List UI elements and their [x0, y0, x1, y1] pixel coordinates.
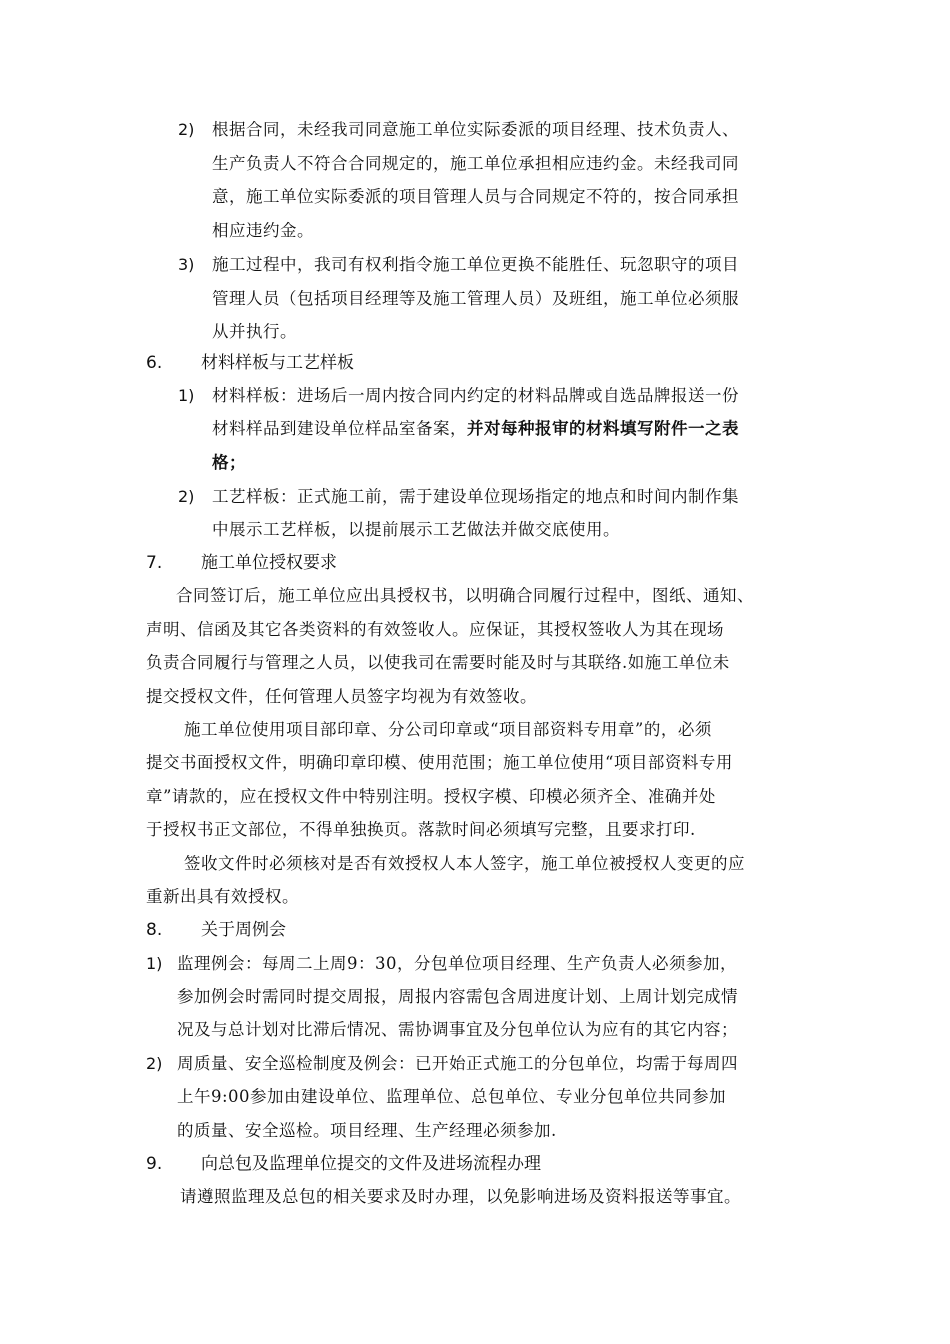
- section-7-title: 施工单位授权要求: [201, 553, 337, 573]
- section-6-title: 材料样板与工艺样板: [201, 353, 354, 373]
- section-6-item-2-marker: 2): [178, 487, 195, 506]
- section-8-item-1-line-1: 监理例会：每周二上周9：30，分包单位项目经理、生产负责人必须参加，: [177, 954, 737, 973]
- item-2-line-3: 意，施工单位实际委派的项目管理人员与合同规定不符的，按合同承担: [212, 187, 739, 206]
- item-3-line-3: 从并执行。: [212, 322, 297, 341]
- section-6-item-1-marker: 1): [178, 386, 195, 405]
- item-2-line-4: 相应违约金。: [212, 221, 314, 240]
- section-7-para-1-line-3: 负责合同履行与管理之人员，以使我司在需要时能及时与其联络.如施工单位未: [146, 653, 730, 672]
- section-8-item-2-line-1: 周质量、安全巡检制度及例会：已开始正式施工的分包单位，均需于每周四: [177, 1054, 738, 1073]
- section-8-title: 关于周例会: [201, 920, 286, 940]
- section-7-para-3-line-2: 重新出具有效授权。: [146, 887, 299, 906]
- section-6-item-2-line-2: 中展示工艺样板，以提前展示工艺做法并做交底使用。: [212, 520, 620, 539]
- section-6-number: 6.: [146, 353, 163, 373]
- section-7-para-2-line-3: 章”请款的，应在授权文件中特别注明。授权字模、印模必须齐全、准确并处: [146, 787, 716, 806]
- item-2-line-2: 生产负责人不符合合同规定的，施工单位承担相应违约金。未经我司同: [212, 154, 739, 173]
- item-2-marker: 2): [178, 120, 195, 139]
- section-8-item-1-line-2: 参加例会时需同时提交周报，周报内容需包含周进度计划、上周计划完成情: [177, 987, 738, 1006]
- section-7-para-2-line-1: 施工单位使用项目部印章、分公司印章或“项目部资料专用章”的，必须: [184, 720, 712, 739]
- section-8-item-2-line-2: 上午9:00参加由建设单位、监理单位、总包单位、专业分包单位共同参加: [177, 1087, 727, 1106]
- section-6-item-1-line-2: [212, 418, 739, 440]
- section-7-para-1-line-2: 声明、信函及其它各类资料的有效签收人。应保证，其授权签收人为其在现场: [146, 620, 724, 639]
- section-7-para-3-line-1: 签收文件时必须核对是否有效授权人本人签字，施工单位被授权人变更的应: [184, 854, 745, 873]
- item-3-marker: 3): [178, 255, 195, 274]
- section-9-para: 请遵照监理及总包的相关要求及时办理，以免影响进场及资料报送等事宜。: [180, 1187, 741, 1206]
- section-8-item-2-marker: 2): [146, 1054, 163, 1073]
- section-9-title: 向总包及监理单位提交的文件及进场流程办理: [201, 1154, 541, 1174]
- section-8-item-1-marker: 1): [146, 954, 163, 973]
- item-3-line-2: 管理人员（包括项目经理等及施工管理人员）及班组，施工单位必须服: [212, 289, 739, 308]
- section-7-para-1-line-1: 合同签订后，施工单位应出具授权书，以明确合同履行过程中，图纸、通知、: [176, 586, 754, 605]
- section-8-number: 8.: [146, 920, 163, 940]
- section-8-item-1-line-3: 况及与总计划对比滞后情况、需协调事宜及分包单位认为应有的其它内容；: [177, 1020, 738, 1039]
- section-6-item-1-line-1: 材料样板：进场后一周内按合同内约定的材料品牌或自选品牌报送一份: [212, 386, 739, 405]
- section-7-para-1-line-4: 提交授权文件，任何管理人员签字均视为有效签收。: [146, 687, 537, 706]
- section-7-para-2-line-4: 于授权书正文部位，不得单独换页。落款时间必须填写完整，且要求打印.: [146, 820, 696, 839]
- section-7-para-2-line-2: 提交书面授权文件，明确印章印模、使用范围；施工单位使用“项目部资料专用: [146, 753, 733, 772]
- section-6-item-1-line-3: 格；: [212, 453, 246, 472]
- item-3-line-1: 施工过程中，我司有权利指令施工单位更换不能胜任、玩忽职守的项目: [212, 255, 739, 274]
- item-2-line-1: 根据合同，未经我司同意施工单位实际委派的项目经理、技术负责人、: [212, 120, 739, 139]
- section-8-item-2-line-3: 的质量、安全巡检。项目经理、生产经理必须参加.: [177, 1121, 557, 1140]
- section-9-number: 9.: [146, 1154, 163, 1174]
- section-6-item-1-line-2-bold: 并对每种报审的材料填写附件一之表: [467, 419, 739, 438]
- section-7-number: 7.: [146, 553, 163, 573]
- section-6-item-1-line-2-normal: 材料样品到建设单位样品室备案，: [212, 419, 467, 438]
- section-6-item-2-line-1: 工艺样板：正式施工前，需于建设单位现场指定的地点和时间内制作集: [212, 487, 739, 506]
